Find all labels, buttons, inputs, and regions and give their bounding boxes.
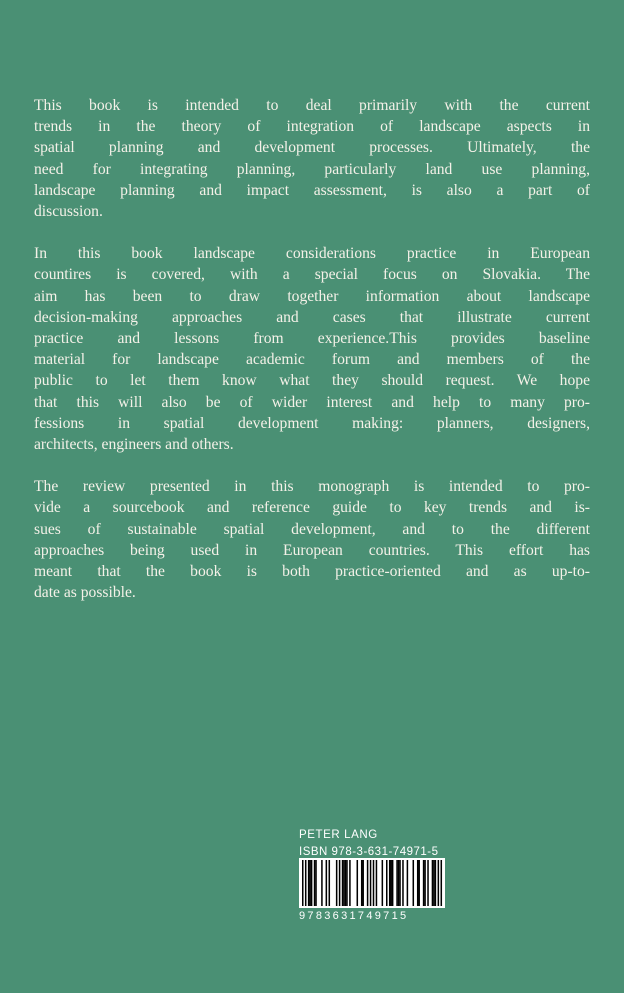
blurb-line: decision-making approaches and cases that illustrate current bbox=[34, 308, 590, 326]
blurb-line: architects, engineers and others. bbox=[34, 436, 234, 454]
barcode-bar bbox=[336, 860, 338, 906]
barcode-bar bbox=[398, 860, 400, 906]
barcode-bar bbox=[373, 860, 375, 906]
barcode-bar bbox=[315, 860, 317, 906]
blurb-line: This book is intended to deal primarily with the current bbox=[34, 97, 590, 114]
blurb-paragraph bbox=[34, 95, 590, 222]
barcode-bar bbox=[386, 860, 388, 906]
barcode-bar bbox=[433, 860, 435, 906]
barcode-bar bbox=[345, 860, 347, 906]
barcode-bar bbox=[346, 860, 348, 906]
barcode-bar bbox=[302, 860, 304, 906]
barcode-bar bbox=[432, 860, 434, 906]
barcode bbox=[299, 858, 445, 908]
barcode-bar bbox=[305, 860, 307, 906]
blurb-line: practice and lessons from experience.This provides baseline bbox=[34, 330, 590, 348]
blurb-line: approaches being used in European countries. This effort has bbox=[34, 541, 590, 559]
barcode-bar bbox=[390, 860, 392, 906]
barcode-bar bbox=[370, 860, 372, 906]
barcode-bar bbox=[309, 860, 311, 906]
barcode-bar bbox=[441, 860, 443, 906]
blurb-line: sues of sustainable spatial development, and to the different bbox=[34, 520, 590, 538]
barcode-bar bbox=[329, 860, 331, 906]
barcode-bar bbox=[413, 860, 415, 906]
blurb-line: meant that the book is both practice-oriented and as up-to- bbox=[34, 563, 590, 581]
blurb-line: landscape planning and impact assessment, is also a part of bbox=[34, 181, 590, 199]
isbn-label: ISBN 978-3-631-74971-5 bbox=[299, 846, 439, 858]
barcode-bar bbox=[418, 860, 420, 906]
barcode-bar bbox=[417, 860, 419, 906]
blurb-line: countires is covered, with a special focus on Slovakia. The bbox=[34, 266, 590, 284]
barcode-bar bbox=[357, 860, 359, 906]
barcode-bar bbox=[362, 860, 364, 906]
barcode-bar bbox=[326, 860, 328, 906]
barcode-bar bbox=[367, 860, 369, 906]
barcode-bar bbox=[435, 860, 437, 906]
barcode-bar bbox=[308, 860, 310, 906]
barcode-bar bbox=[311, 860, 313, 906]
barcode-bar bbox=[349, 860, 351, 906]
barcode-digits: 9783631749715 bbox=[299, 910, 409, 922]
barcode-bar bbox=[392, 860, 394, 906]
barcode-bar bbox=[427, 860, 429, 906]
blurb-paragraph bbox=[34, 243, 590, 455]
blurb-paragraph bbox=[34, 476, 590, 603]
barcode-bar bbox=[321, 860, 323, 906]
barcode-bar bbox=[382, 860, 384, 906]
barcode-bar bbox=[389, 860, 391, 906]
barcode-bar bbox=[407, 860, 409, 906]
barcode-bar bbox=[402, 860, 404, 906]
barcode-bar bbox=[339, 860, 341, 906]
barcode-bar bbox=[424, 860, 426, 906]
blurb-line: public to let them know what they should request. We hope bbox=[34, 372, 590, 390]
blurb-line: spatial planning and development processes. Ultimately, the bbox=[34, 139, 590, 157]
blurb-line: date as possible. bbox=[34, 584, 136, 602]
barcode-bar bbox=[376, 860, 378, 906]
blurb-text bbox=[34, 95, 590, 624]
barcode-bar bbox=[342, 860, 344, 906]
blurb-line: that this will also be of wider interest and help to many pro- bbox=[34, 393, 590, 411]
blurb-line: trends in the theory of integration of landscape aspects in bbox=[34, 118, 590, 136]
barcode-bar bbox=[423, 860, 425, 906]
barcode-bar bbox=[343, 860, 345, 906]
barcode-bar bbox=[438, 860, 440, 906]
blurb-line: The review presented in this monograph is intended to pro- bbox=[34, 478, 590, 496]
blurb-line: aim has been to draw together information about landscape bbox=[34, 287, 590, 305]
blurb-line: fessions in spatial development making: planners, designers, bbox=[34, 414, 590, 432]
barcode-bar bbox=[399, 860, 401, 906]
barcode-bar bbox=[361, 860, 363, 906]
barcode-bar bbox=[396, 860, 398, 906]
barcode-bar bbox=[314, 860, 316, 906]
blurb-line: vide a sourcebook and reference guide to key trends and is- bbox=[34, 499, 590, 517]
blurb-line: material for landscape academic forum and members of the bbox=[34, 351, 590, 369]
blurb-line: need for integrating planning, particularly land use planning, bbox=[34, 160, 590, 178]
blurb-line: In this book landscape considerations practice in European bbox=[34, 245, 590, 263]
publisher-name: PETER LANG bbox=[299, 829, 378, 841]
blurb-line: discussion. bbox=[34, 203, 103, 221]
publisher-block bbox=[299, 828, 445, 859]
barcode-bars bbox=[299, 858, 445, 908]
